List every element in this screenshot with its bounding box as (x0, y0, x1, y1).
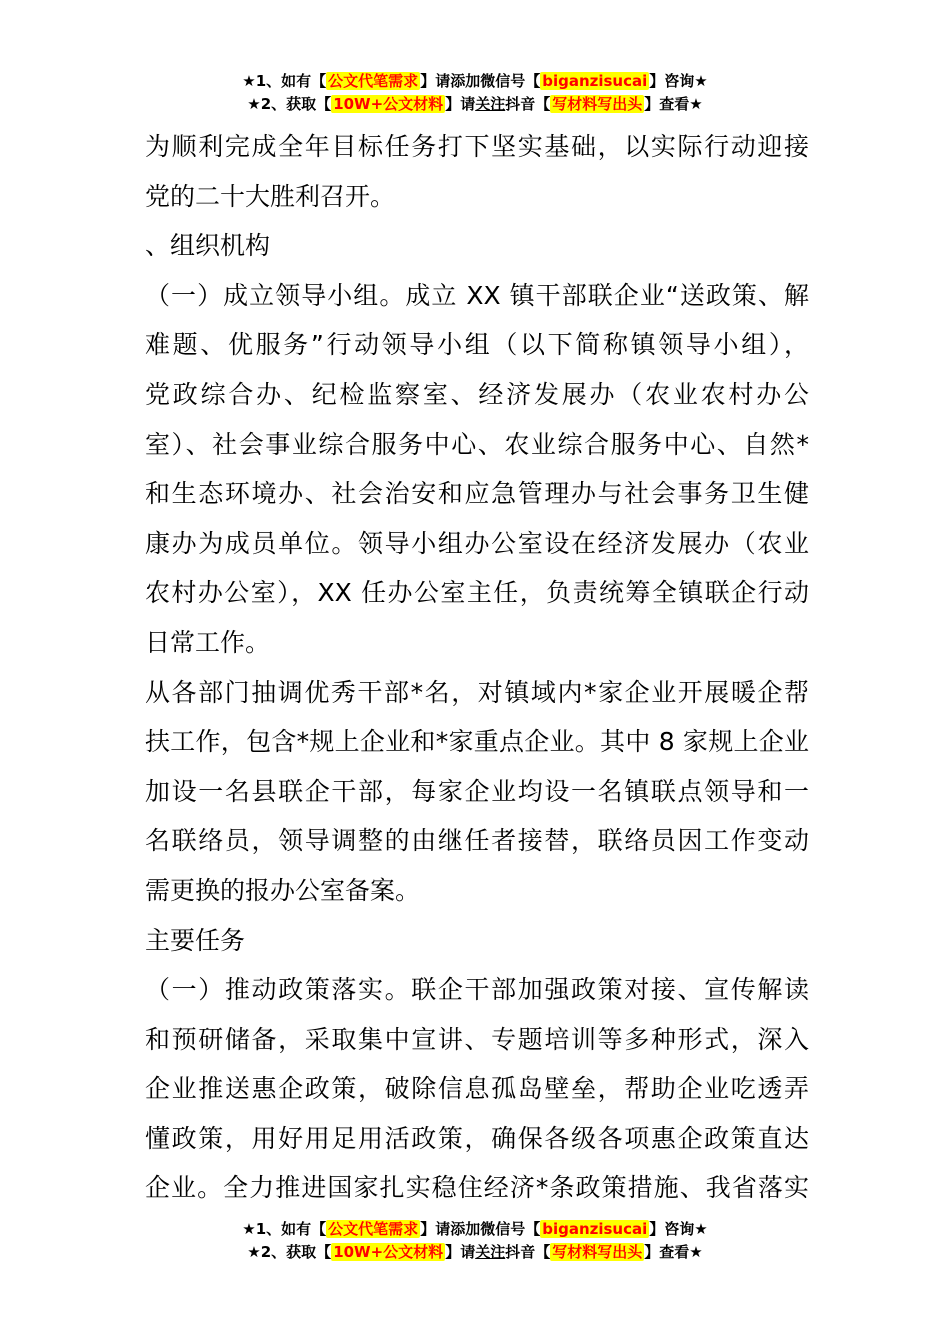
document-body (145, 122, 809, 1213)
banner-highlight: 写材料写出头 (552, 1243, 643, 1261)
banner-text: 】请添加微信号【 (420, 1220, 541, 1238)
text-line: 懂政策，用好用足用活政策，确保各级各项惠企政策直达 (145, 1123, 809, 1153)
text-line: 党政综合办、纪检监察室、经济发展办（农业农村办公 (145, 379, 809, 409)
banner-text: 】查看★ (644, 95, 703, 113)
banner-line-2 (0, 93, 950, 116)
text-line: 农村办公室），XX 任办公室主任，负责统筹全镇联企行动 (145, 578, 809, 608)
banner-highlight: biganzisucai (542, 72, 648, 90)
text-line: 加设一名县联企干部，每家企业均设一名镇联点领导和一 (145, 776, 809, 806)
banner-highlight: 公文代笔需求 (328, 1220, 419, 1238)
banner-underlined: 关注 (475, 1243, 506, 1261)
text-line: 需更换的报办公室备案。 (145, 875, 421, 905)
banner-text: ★1、如有【 (242, 72, 327, 90)
banner-highlight: 10W+公文材料 (333, 1243, 444, 1261)
text-line: 康办为成员单位。领导小组办公室设在经济发展办（农业 (145, 528, 809, 558)
text-line: 日常工作。 (145, 627, 271, 657)
banner-highlight: 10W+公文材料 (333, 95, 444, 113)
banner-text: 】查看★ (644, 1243, 703, 1261)
banner-text: 】请添加微信号【 (420, 72, 541, 90)
banner-text: 】请 (445, 95, 476, 113)
text-line: 和预研储备，采取集中宣讲、专题培训等多种形式，深入 (145, 1024, 809, 1054)
text-line: 从各部门抽调优秀干部*名，对镇域内*家企业开展暖企帮 (145, 677, 809, 707)
banner-text: 抖音【 (505, 95, 551, 113)
banner-line-1 (0, 1218, 950, 1241)
banner-text: 】咨询★ (649, 72, 708, 90)
text-line: 难题、优服务”行动领导小组（以下简称镇领导小组）， (145, 330, 809, 360)
banner-line-2 (0, 1241, 950, 1264)
text-line: （一）成立领导小组。成立 XX 镇干部联企业“送政策、解 (145, 280, 809, 310)
text-line: 主要任务 (145, 925, 246, 955)
banner-text: ★1、如有【 (242, 1220, 327, 1238)
banner-text: ★2、获取【 (247, 1243, 332, 1261)
text-line: （一）推动政策落实。联企干部加强政策对接、宣传解读 (145, 975, 809, 1005)
header-banner (0, 70, 950, 116)
paragraph-text (145, 122, 809, 1213)
text-line: 名联络员，领导调整的由继任者接替，联络员因工作变动 (145, 826, 809, 856)
banner-underlined: 关注 (475, 95, 506, 113)
banner-text: 】请 (445, 1243, 476, 1261)
banner-line-1 (0, 70, 950, 93)
text-line: 党的二十大胜利召开。 (145, 181, 396, 211)
banner-text: 】咨询★ (649, 1220, 708, 1238)
banner-text: 抖音【 (505, 1243, 551, 1261)
banner-text: ★2、获取【 (247, 95, 332, 113)
banner-highlight: biganzisucai (542, 1220, 648, 1238)
text-line: 为顺利完成全年目标任务打下坚实基础，以实际行动迎接 (145, 132, 809, 161)
text-line: 扶工作，包含*规上企业和*家重点企业。其中 8 家规上企业 (145, 727, 809, 757)
banner-highlight: 公文代笔需求 (328, 72, 419, 90)
text-line: 、组织机构 (145, 231, 271, 261)
text-line: 室）、社会事业综合服务中心、农业综合服务中心、自然* (145, 429, 809, 459)
text-line: 企业。全力推进国家扎实稳住经济*条政策措施、我省落实 (145, 1173, 809, 1203)
text-line: 企业推送惠企政策，破除信息孤岛壁垒，帮助企业吃透弄 (145, 1074, 809, 1104)
banner-highlight: 写材料写出头 (552, 95, 643, 113)
text-line: 和生态环境办、社会治安和应急管理办与社会事务卫生健 (145, 479, 809, 509)
footer-banner (0, 1218, 950, 1264)
